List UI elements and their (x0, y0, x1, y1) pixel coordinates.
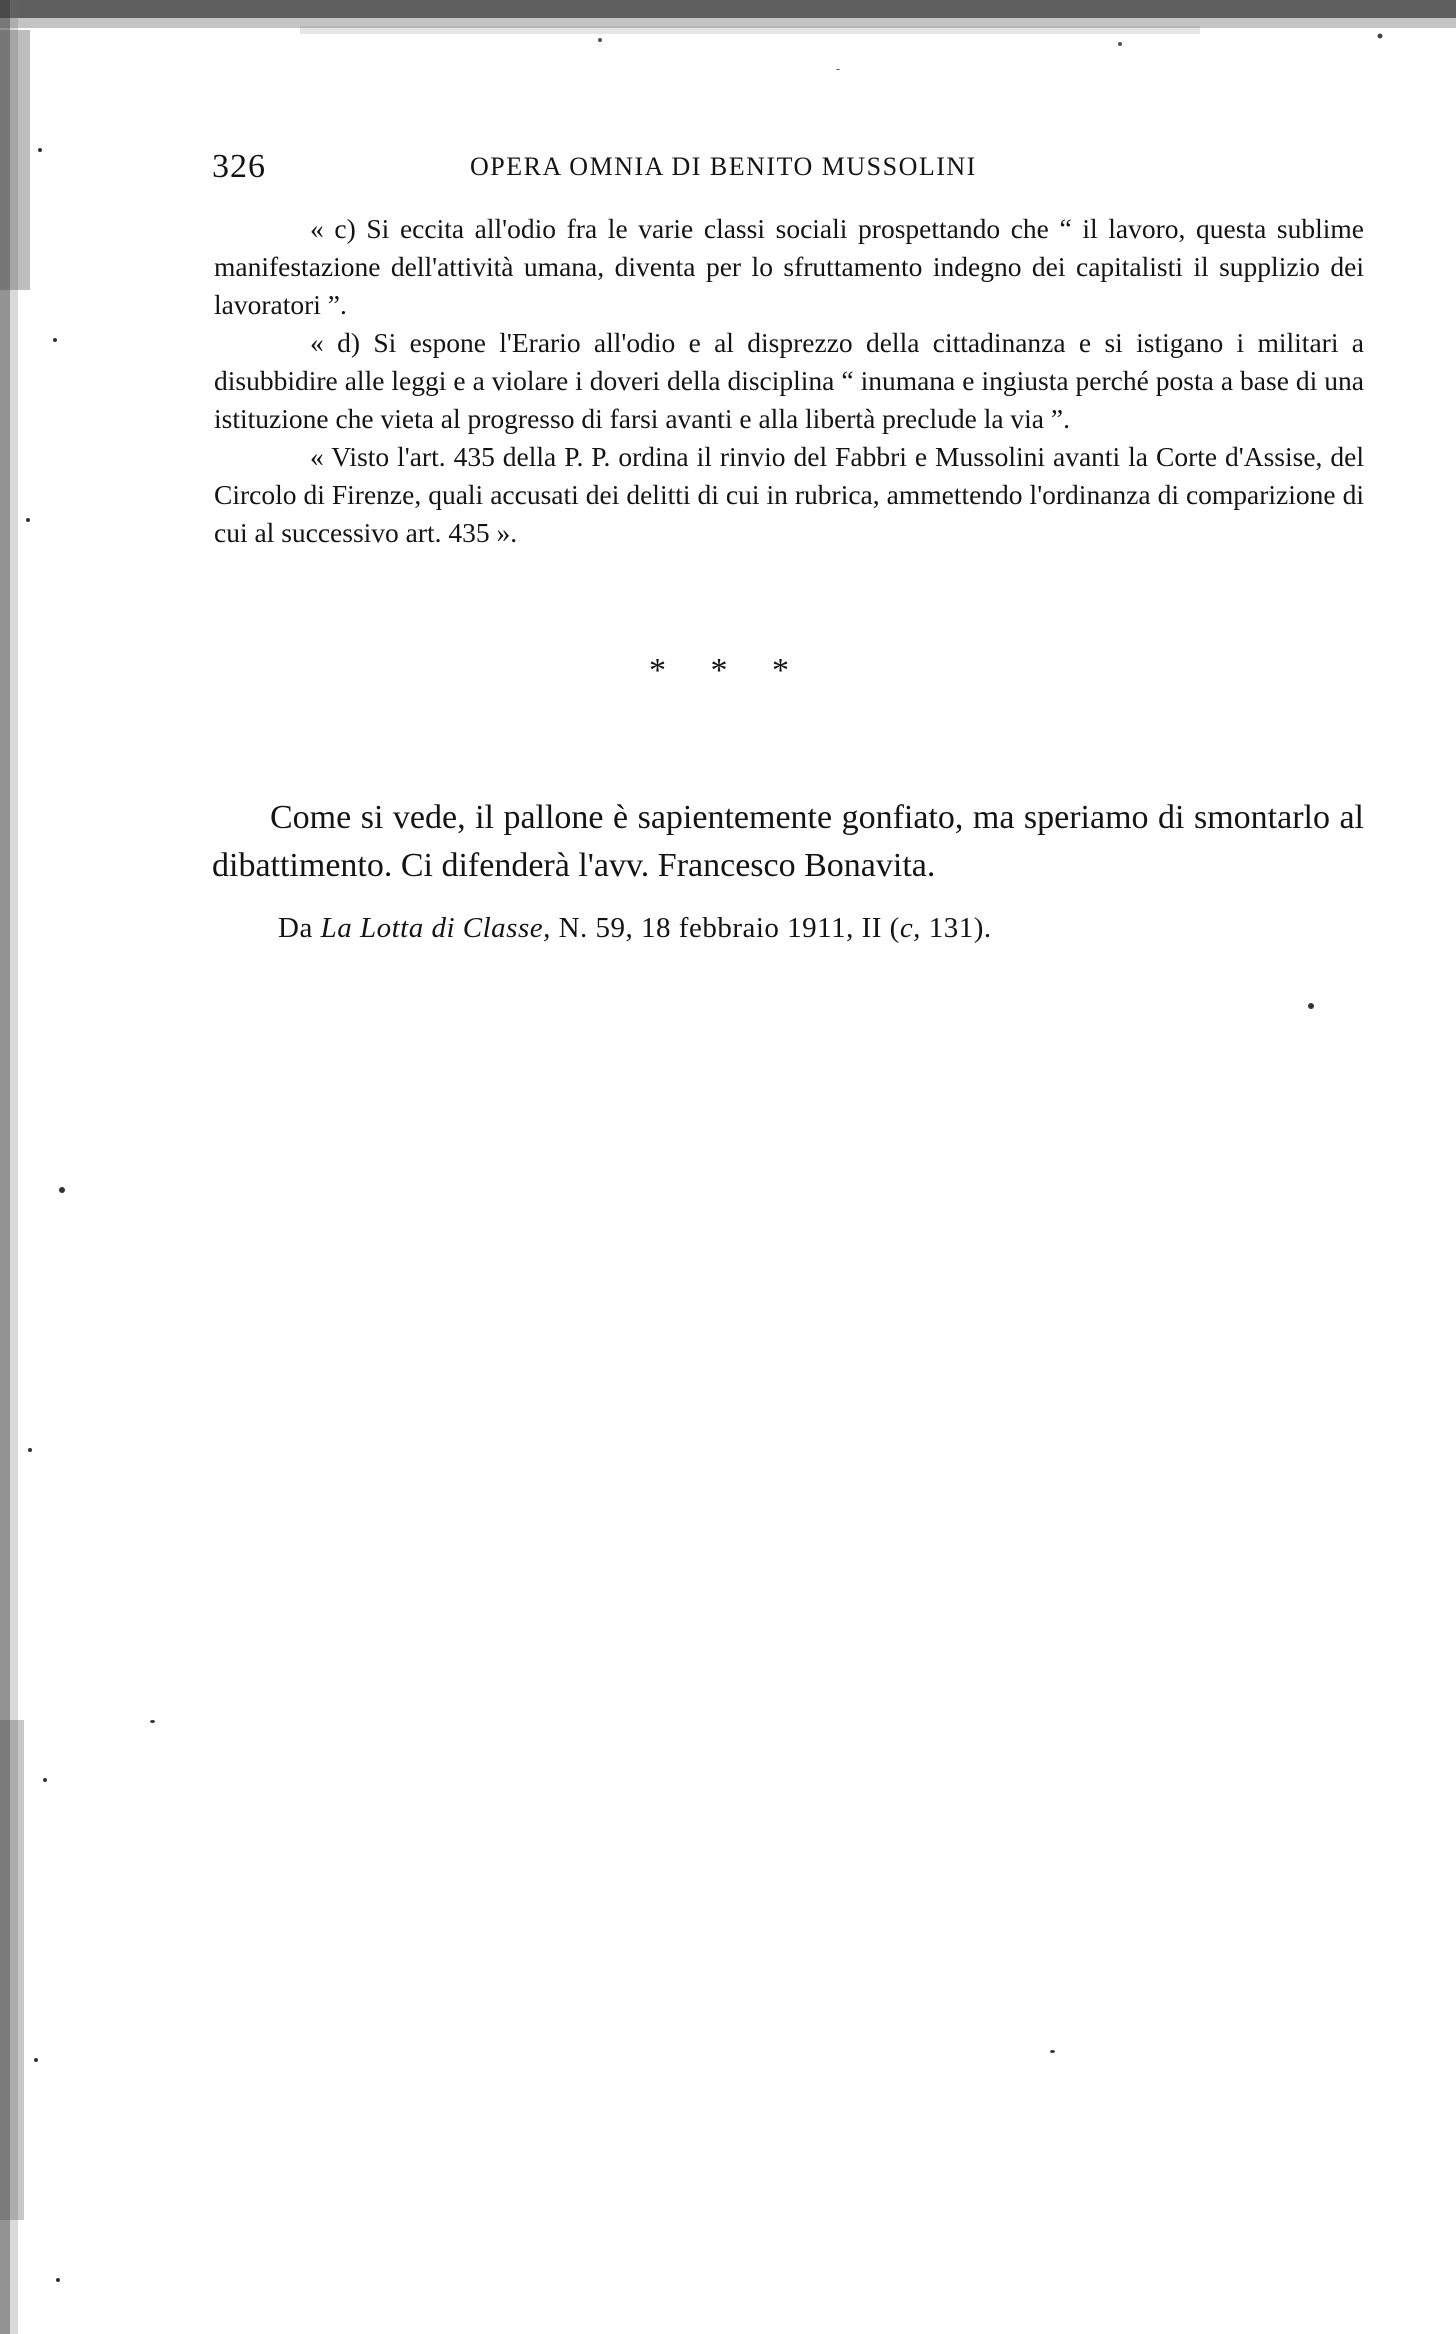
source-details-end: 131). (920, 912, 992, 944)
running-title: OPERA OMNIA DI BENITO MUSSOLINI (470, 152, 977, 181)
scan-speck (1308, 1003, 1314, 1009)
paragraph-visto: « Visto l'art. 435 della P. P. ordina il rinvio del Fabbri e Mussolini avanti la Corte d'Assise, del Circolo di Firenze, quali accusati dei delitti di cui in rubrica, ammettendo l'ordinanza di comparizione di cui al successivo art. 435 ». (214, 441, 1364, 548)
scan-noise-left (0, 0, 90, 2334)
page-number: 326 (212, 148, 266, 185)
source-citation (278, 912, 992, 945)
source-publication: La Lotta di Classe, (320, 912, 551, 944)
paragraph-c: « c) Si eccita all'odio fra le varie classi sociali prospettando che “ il lavoro, questa sublime manifestazione dell'attività umana, diventa per lo sfruttamento indegno dei capitalisti il supplizio dei lavoratori ”. (214, 213, 1364, 320)
page-header (212, 148, 1112, 192)
paragraph-d: « d) Si espone l'Erario all'odio e al disprezzo della cittadinanza e si istigano i militari a disubbidire alle leggi e a violare i doveri della disciplina “ inumana e ingiusta perché posta a base di una istituzione che vieta al progresso di farsi avanti e alla libertà preclude la via ”. (214, 327, 1364, 434)
scan-speck (1050, 2050, 1055, 2053)
section-separator: * * * (649, 652, 807, 689)
scan-noise-top (0, 0, 1456, 70)
closing-paragraph: Come si vede, il pallone è sapientemente gonfiato, ma speriamo di smontarlo al dibattimento. Ci difenderà l'avv. Francesco Bonavita. (212, 799, 1364, 884)
source-details: N. 59, 18 febbraio 1911, II ( (558, 912, 900, 944)
source-prefix: Da (278, 912, 313, 944)
body-text (214, 210, 1364, 552)
scan-speck (150, 1720, 155, 1723)
source-details-italic: c, (899, 912, 921, 944)
